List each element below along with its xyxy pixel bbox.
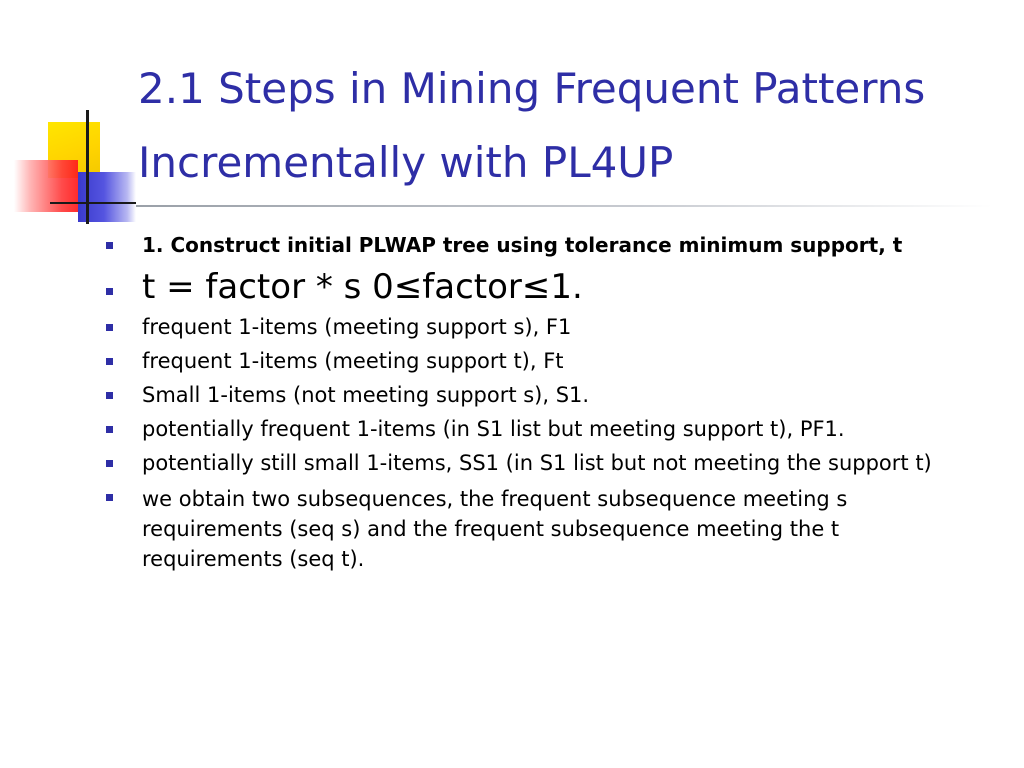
bullet-text: t = factor * s 0≤factor≤1. <box>142 267 583 307</box>
bullet-text: 1. Construct initial PLWAP tree using tolerance minimum support, t <box>142 233 903 257</box>
bullet-item <box>100 314 970 340</box>
bullet-square-icon <box>106 460 113 467</box>
bullet-square-icon <box>106 494 113 501</box>
bullet-item <box>100 348 970 374</box>
bullet-square-icon <box>106 324 113 331</box>
bullet-list <box>100 232 970 582</box>
decor-red-square <box>14 160 78 212</box>
bullet-item <box>100 232 970 258</box>
bullet-text: potentially frequent 1-items (in S1 list but meeting support t), PF1. <box>142 417 845 441</box>
bullet-text: frequent 1-items (meeting support t), Ft <box>142 349 564 373</box>
bullet-text: Small 1-items (not meeting support s), S1. <box>142 383 590 407</box>
bullet-item <box>100 450 970 476</box>
bullet-item <box>100 484 970 574</box>
bullet-square-icon <box>106 426 113 433</box>
bullet-square-icon <box>106 242 113 249</box>
bullet-text: we obtain two subsequences, the frequent subsequence meeting s requirements (seq s) and the frequent subsequence meeting the t requirements (seq t). <box>142 487 848 571</box>
bullet-square-icon <box>106 288 113 295</box>
bullet-square-icon <box>106 392 113 399</box>
bullet-text: frequent 1-items (meeting support s), F1 <box>142 315 572 339</box>
decor-vertical-line <box>86 110 89 224</box>
slide-title: 2.1 Steps in Mining Frequent Patterns Incrementally with PL4UP <box>138 64 926 187</box>
bullet-square-icon <box>106 358 113 365</box>
bullet-item <box>100 266 970 308</box>
title-underline-rule <box>136 205 992 207</box>
bullet-text: potentially still small 1-items, SS1 (in S1 list but not meeting the support t) <box>142 451 932 475</box>
bullet-item <box>100 416 970 442</box>
bullet-item <box>100 382 970 408</box>
decor-horizontal-line <box>50 202 136 204</box>
